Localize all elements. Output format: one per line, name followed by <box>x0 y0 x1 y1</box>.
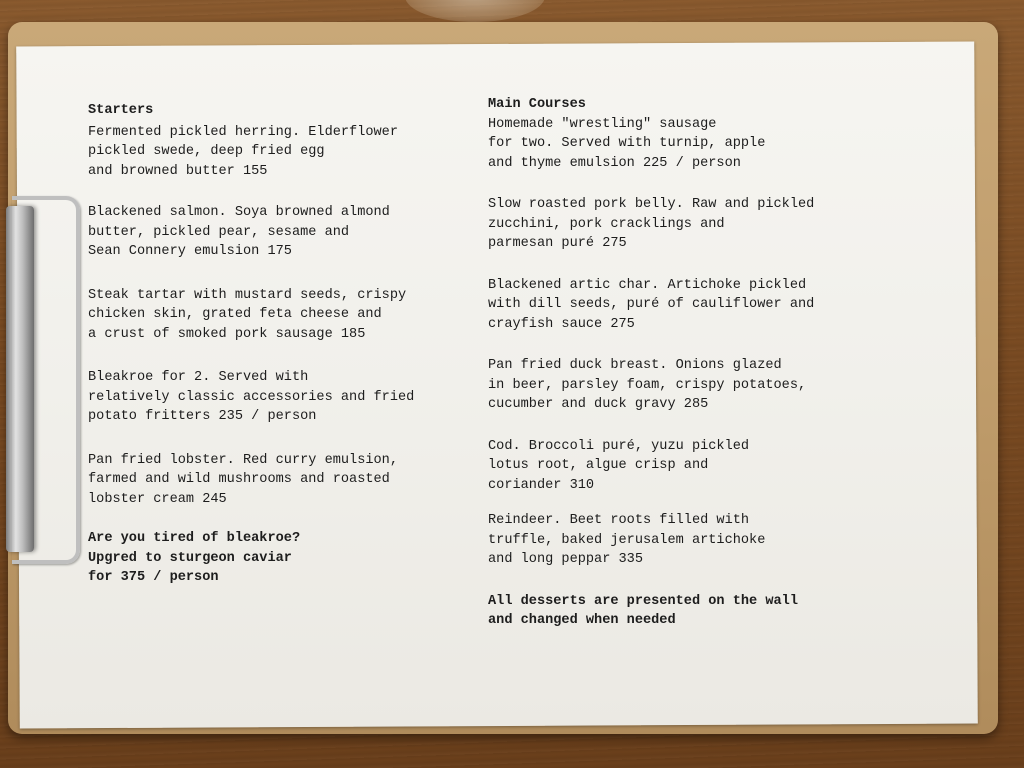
main-item-reindeer: Reindeer. Beet roots filled with truffle, baked jerusalem artichoke and long peppar 335 <box>488 513 766 567</box>
starter-item-tartar: Steak tartar with mustard seeds, crispy chicken skin, grated feta cheese and a crust of smoked pork sausage 185 <box>88 287 407 342</box>
starters-heading: Starters <box>88 103 154 118</box>
main-item-cod: Cod. Broccoli puré, yuzu pickled lotus root, algue crisp and coriander 310 <box>488 438 750 493</box>
glass-on-table <box>405 0 545 22</box>
starters-column <box>88 101 468 588</box>
main-item-duck-breast: Pan fried duck breast. Onions glazed in beer, parsley foam, crispy potatoes, cucumber and duck gravy 285 <box>488 358 807 412</box>
starter-item-lobster: Pan fried lobster. Red curry emulsion, farmed and wild mushrooms and roasted lobster cream 245 <box>88 452 398 507</box>
starter-item-salmon: Blackened salmon. Soya browned almond butter, pickled pear, sesame and Sean Connery emulsion 175 <box>88 205 390 259</box>
clip-wire <box>12 196 80 564</box>
starter-item-bleakroe: Bleakroe for 2. Served with relatively classic accessories and fried potato fritters 235 / person <box>88 370 415 424</box>
main-item-sausage: Homemade "wrestling" sausage for two. Served with turnip, apple and thyme emulsion 225 / person <box>488 116 766 171</box>
main-item-pork-belly: Slow roasted pork belly. Raw and pickled zucchini, pork cracklings and parmesan puré 275 <box>488 197 815 251</box>
main-courses-heading: Main Courses <box>488 97 586 112</box>
desserts-note: All desserts are presented on the wall and changed when needed <box>488 593 798 628</box>
caviar-upgrade-note: Are you tired of bleakroe? Upgred to sturgeon caviar for 375 / person <box>88 531 301 585</box>
main-item-artic-char: Blackened artic char. Artichoke pickled with dill seeds, puré of cauliflower and crayfish sauce 275 <box>488 277 815 332</box>
starter-item-herring: Fermented pickled herring. Elderflower pickled swede, deep fried egg and browned butter 155 <box>88 124 398 179</box>
main-courses-column <box>488 95 888 631</box>
clipboard-clip <box>6 196 82 562</box>
